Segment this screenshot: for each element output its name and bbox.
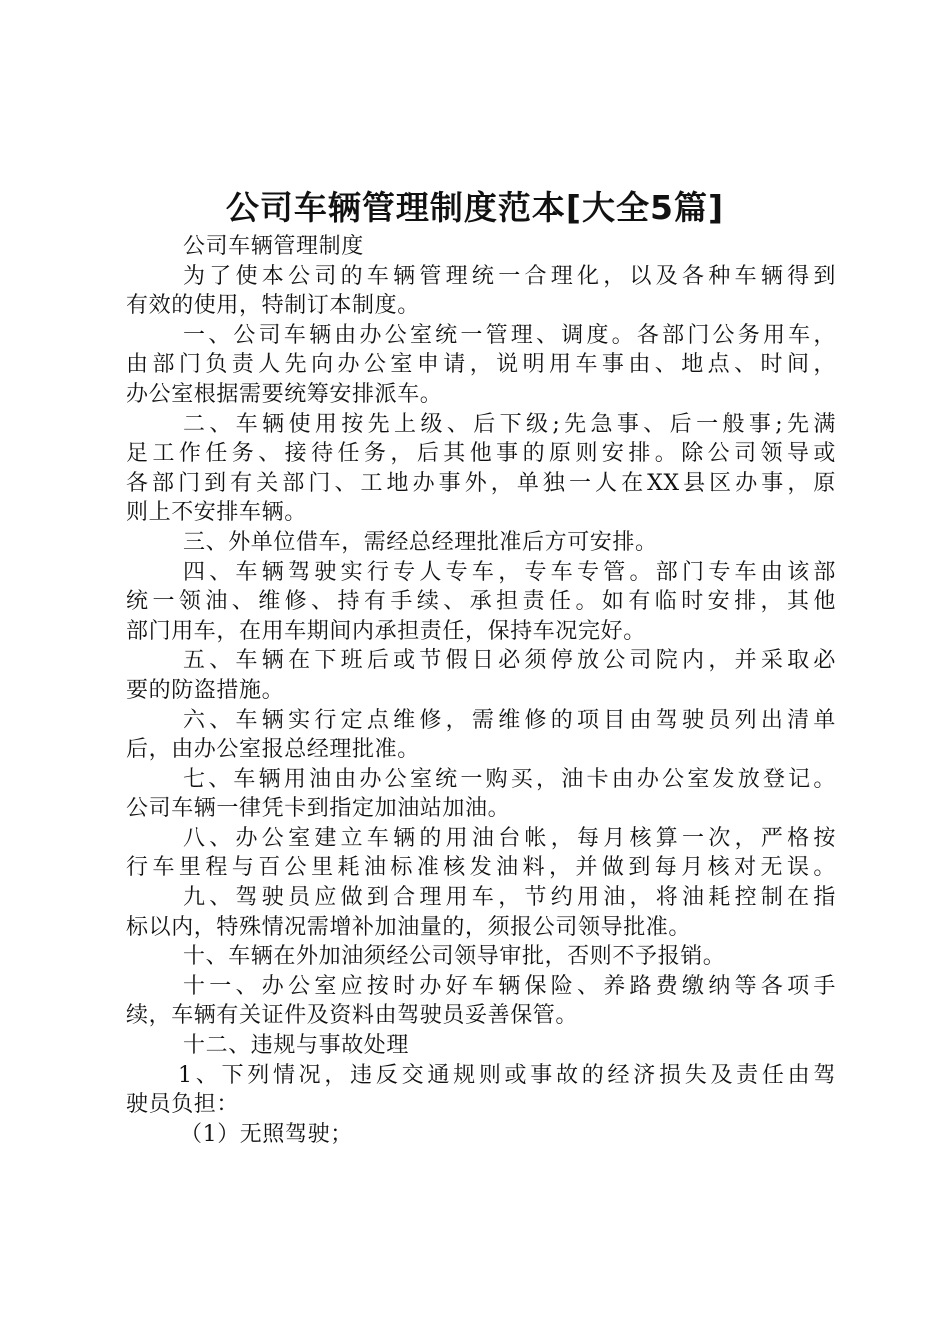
paragraph-line: 九、驾驶员应做到合理用车，节约用油，将油耗控制在指	[183, 885, 836, 911]
paragraph-line: 办公室根据需要统筹安排派车。	[126, 381, 443, 407]
paragraph-line: 部门用车，在用车期间内承担责任，保持车况完好。	[126, 618, 646, 644]
document-title: 公司车辆管理制度范本[大全5篇]	[225, 188, 725, 227]
section-heading: 十二、违规与事故处理	[183, 1033, 410, 1059]
paragraph-line: 统一领油、维修、持有手续、承担责任。如有临时安排，其他	[126, 589, 836, 615]
paragraph-line: 则上不安排车辆。	[126, 500, 307, 526]
paragraph-line: 行车里程与百公里耗油标准核发油料，并做到每月核对无误。	[126, 855, 836, 881]
paragraph-line: 六、车辆实行定点维修，需维修的项目由驾驶员列出清单	[183, 707, 836, 733]
paragraph-line: 各部门到有关部门、工地办事外，单独一人在XX县区办事，原	[126, 470, 836, 496]
section-heading: 公司车辆管理制度	[183, 234, 364, 259]
paragraph-line: 十、车辆在外加油须经公司领导审批，否则不予报销。	[183, 944, 726, 970]
paragraph-line: 七、车辆用油由办公室统一购买，油卡由办公室发放登记。	[183, 766, 836, 792]
paragraph-line: 五、车辆在下班后或节假日必须停放公司院内，并采取必	[183, 648, 836, 674]
paragraph-line: 要的防盗措施。	[126, 677, 285, 703]
paragraph-line: 八、办公室建立车辆的用油台帐，每月核算一次，严格按	[183, 825, 836, 851]
paragraph-line: 由部门负责人先向办公室申请，说明用车事由、地点、时间，	[126, 352, 836, 378]
paragraph-line: 一、公司车辆由办公室统一管理、调度。各部门公务用车，	[183, 322, 836, 348]
paragraph-line: 公司车辆一律凭卡到指定加油站加油。	[126, 796, 511, 822]
document-body	[126, 232, 836, 1149]
paragraph-line: 十一、办公室应按时办好车辆保险、养路费缴纳等各项手	[183, 973, 836, 999]
paragraph-line: 三、外单位借车，需经总经理批准后方可安排。	[183, 529, 658, 555]
paragraph-line: 足工作任务、接待任务，后其他事的原则安排。除公司领导或	[126, 441, 836, 467]
paragraph-line: 二、车辆使用按先上级、后下级;先急事、后一般事;先满	[183, 411, 836, 437]
paragraph-line: 有效的使用，特制订本制度。	[126, 293, 420, 319]
list-item: （1）无照驾驶；	[180, 1121, 353, 1147]
paragraph-line: 后，由办公室报总经理批准。	[126, 737, 420, 763]
paragraph-line: 为了使本公司的车辆管理统一合理化，以及各种车辆得到	[183, 263, 836, 289]
paragraph-line: 驶员负担：	[126, 1092, 240, 1118]
paragraph-line: 续，车辆有关证件及资料由驾驶员妥善保管。	[126, 1003, 579, 1029]
paragraph-line: 标以内，特殊情况需增补加油量的，须报公司领导批准。	[126, 914, 692, 940]
paragraph-line: 1、下列情况，违反交通规则或事故的经济损失及责任由驾	[178, 1062, 836, 1088]
paragraph-line: 四、车辆驾驶实行专人专车，专车专管。部门专车由该部	[183, 559, 836, 585]
